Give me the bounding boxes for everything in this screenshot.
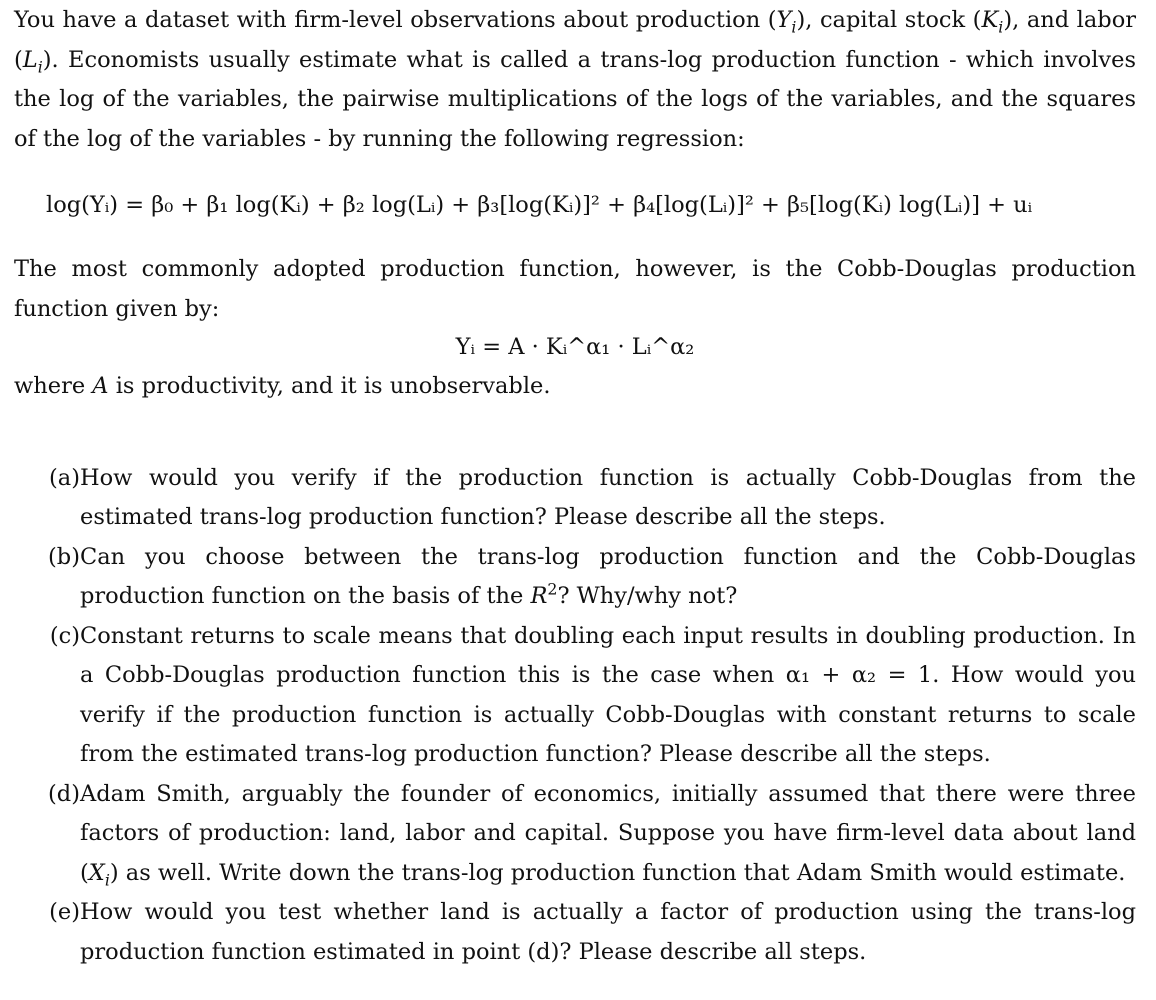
cobb-douglas-intro: The most commonly adopted production function, however, is the Cobb-Douglas production function given by:	[14, 256, 1136, 322]
r-squared-symbol: R	[530, 583, 548, 609]
question-text: Adam Smith, arguably the founder of economics, initially assumed that there were three factors of production: land, labor and capital. Suppose you have firm-level data about land $(X_i)$ as well. Write down the trans-log production function that Adam Smith would estimate.	[80, 780, 1136, 889]
intro-text-4: ). Economists usually estimate what is called a trans-log production function - which involves the log of the variables, the pairwise multiplications of the logs of the variables, and the squares of the log of the variables - by running the following regression:	[14, 46, 1136, 152]
question-e	[14, 893, 1136, 972]
intro-text-3: ), and labor (	[14, 7, 1136, 73]
question-label: (c)	[49, 622, 80, 649]
var-a: A	[92, 373, 109, 399]
var-y: $Y_i$	[776, 7, 797, 37]
productivity-note: where A is productivity, and it is unobservable.	[14, 373, 551, 399]
question-text: Can you choose between the trans-log production function and the Cobb-Douglas production function on the basis of the $R^2$? Why/why not?	[80, 543, 1136, 609]
translog-equation: log(Yᵢ) = β₀ + β₁ log(Kᵢ) + β₂ log(Lᵢ) + β₃[log(Kᵢ)]² + β₄[log(Lᵢ)]² + β₅[log(Kᵢ) log(Lᵢ)] + uᵢ	[46, 192, 1033, 218]
question-d	[14, 775, 1136, 894]
question-text: How would you verify if the production function is actually Cobb-Douglas from the estimated trans-log production function? Please describe all the steps.	[80, 464, 1136, 530]
question-a	[14, 459, 1136, 538]
question-c	[14, 617, 1136, 775]
r-squared-power: 2	[547, 579, 558, 599]
question-label: (a)	[49, 464, 80, 491]
question-text: How would you test whether land is actually a factor of production using the trans-log production function estimated in point (d)? Please describe all steps.	[80, 899, 1136, 965]
cobb-douglas-equation: Yᵢ = A · Kᵢ^α₁ · Lᵢ^α₂	[455, 334, 695, 360]
question-list	[14, 459, 1136, 973]
intro-paragraph	[14, 0, 1136, 159]
question-label: (d)	[48, 780, 80, 807]
intro-text-1: You have a dataset with firm-level observations about production (	[14, 7, 777, 33]
question-text: Constant returns to scale means that doubling each input results in doubling production. In a Cobb-Douglas production function this is the case when α₁ + α₂ = 1. How would you verify if the production function is actually Cobb-Douglas with constant returns to scale from the estimated trans-log production function? Please describe all the steps.	[80, 622, 1136, 767]
question-label: (e)	[49, 899, 80, 925]
question-label: (b)	[48, 543, 80, 570]
crs-condition: α₁ + α₂ = 1	[785, 662, 933, 688]
var-x: $X_i$	[88, 859, 110, 889]
var-l: $L_i$	[22, 46, 43, 76]
var-k: $K_i$	[981, 7, 1004, 37]
question-b	[14, 538, 1136, 617]
intro-text-2: ), capital stock (	[796, 7, 982, 33]
